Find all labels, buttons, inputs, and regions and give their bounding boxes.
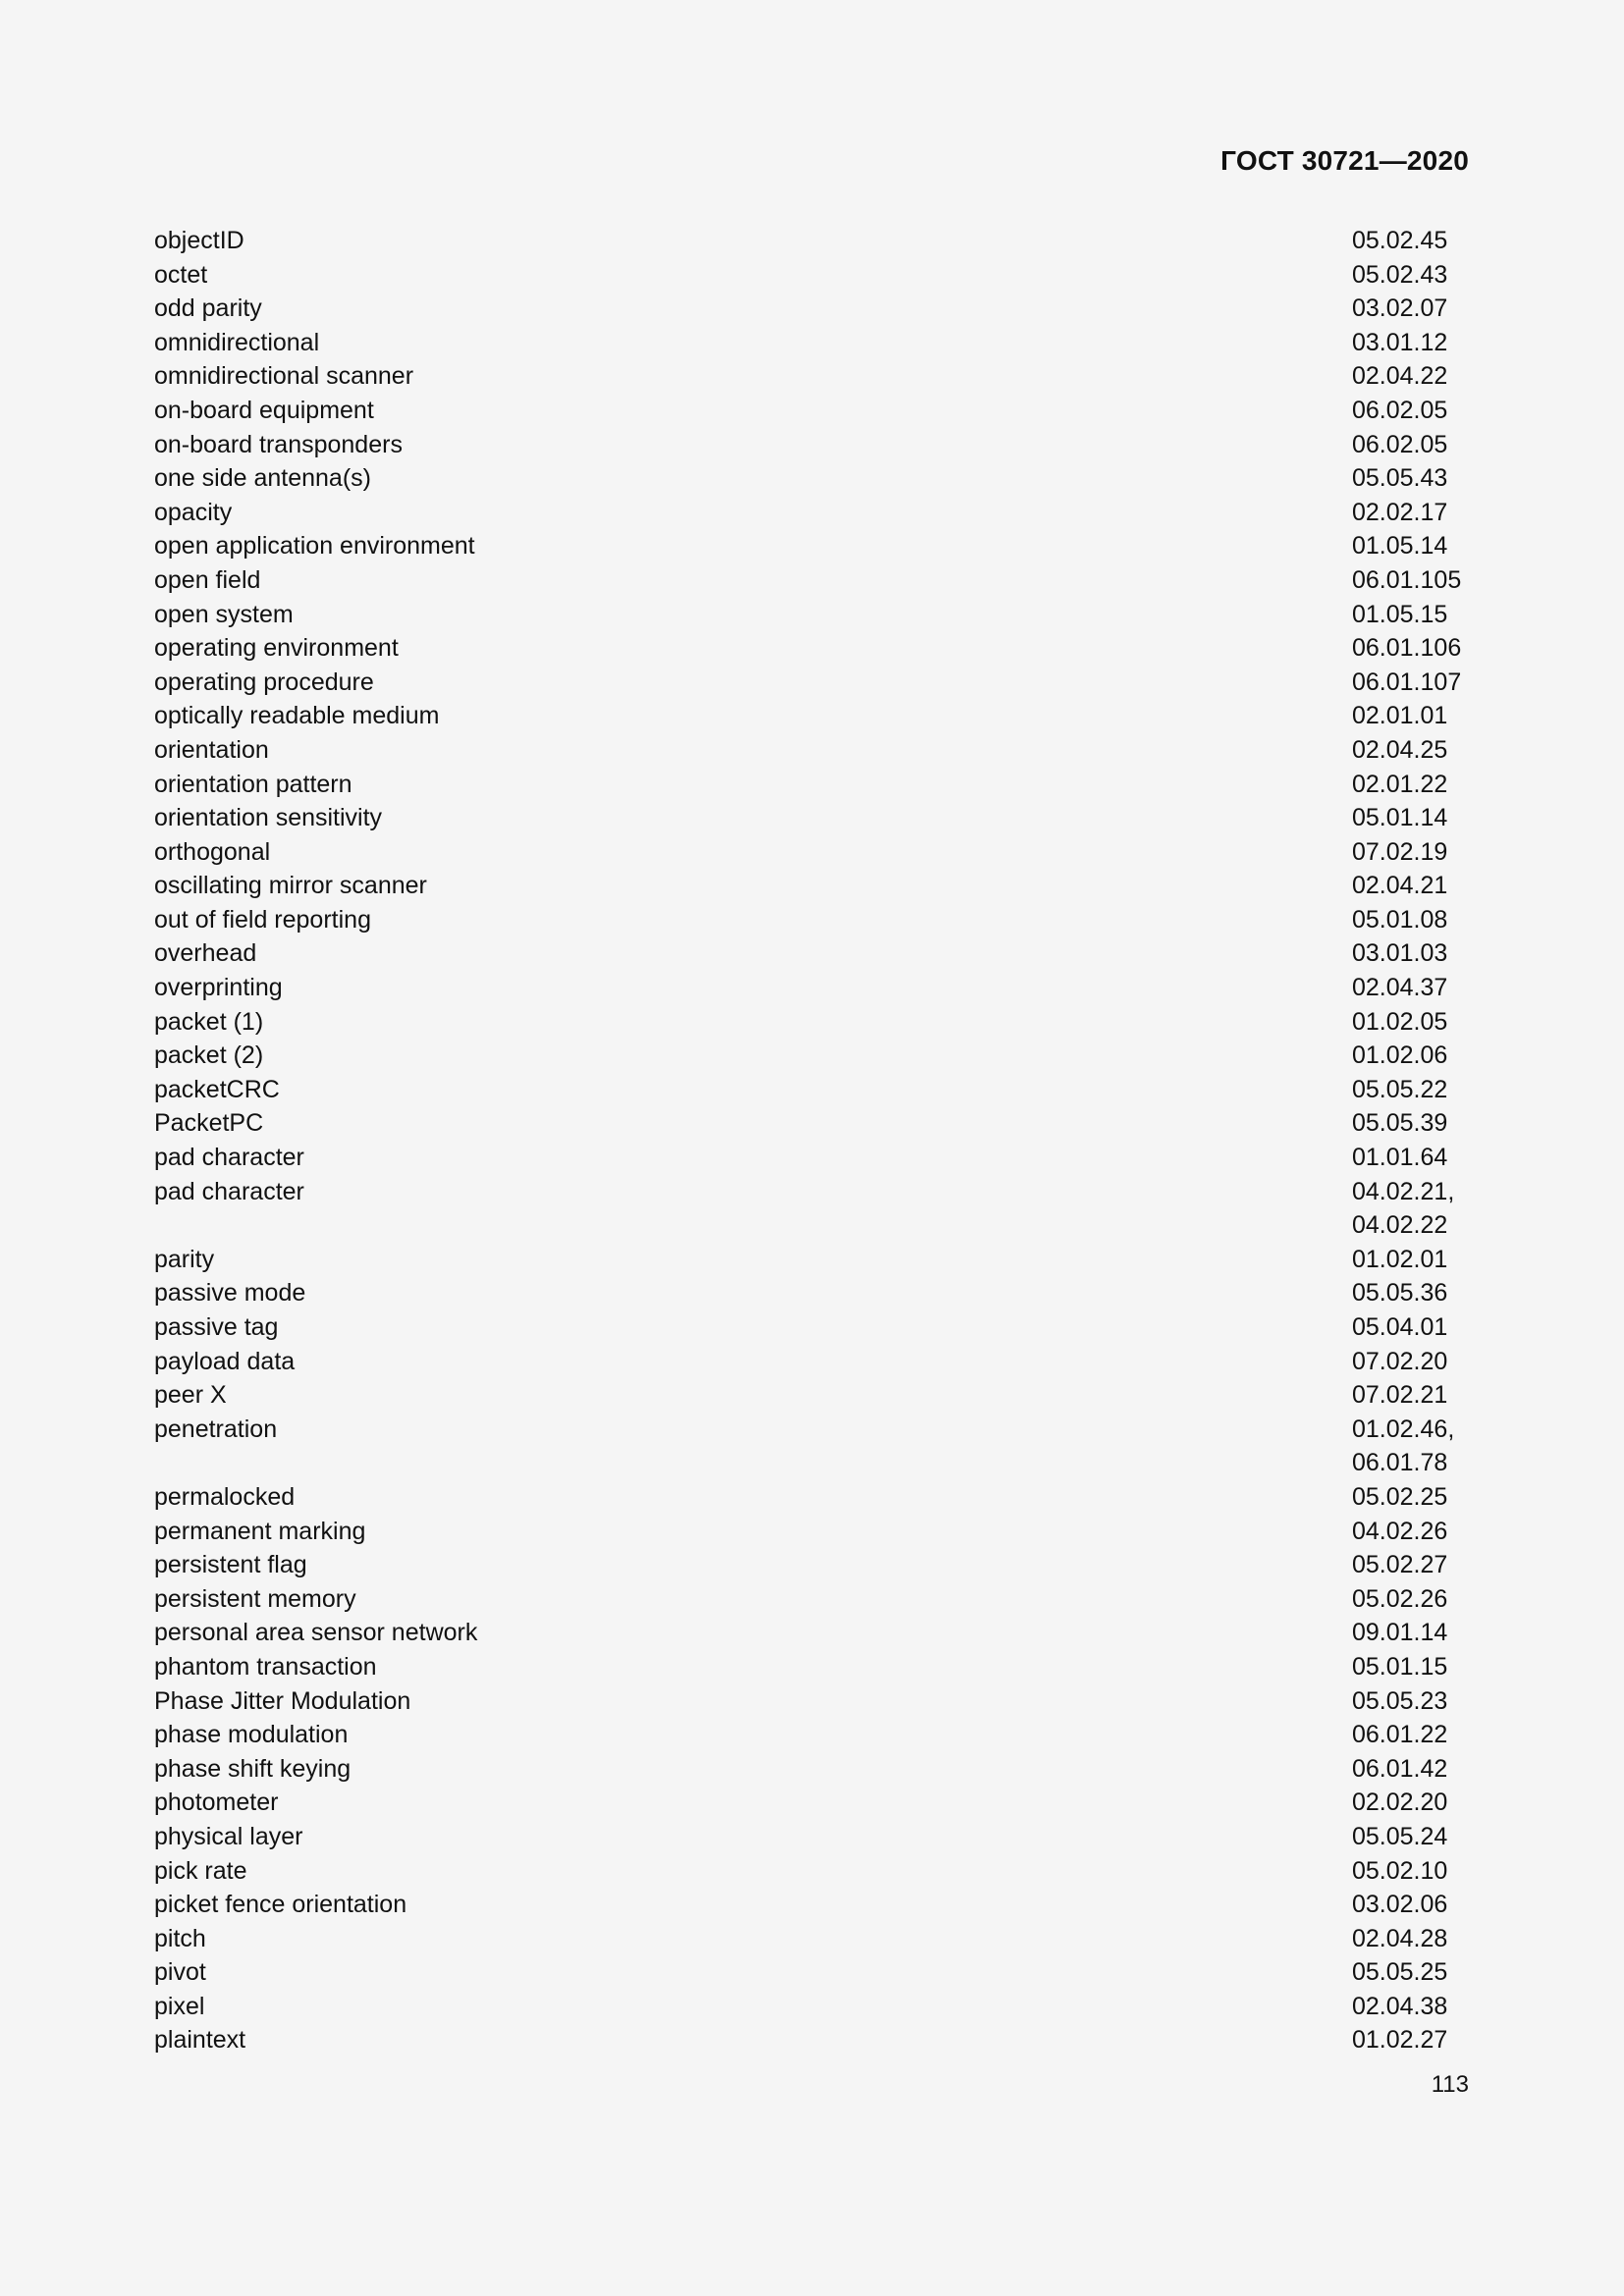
index-term: orthogonal [154, 837, 271, 866]
index-refs [1352, 768, 1470, 802]
index-entry [154, 1039, 1470, 1073]
index-refs [1352, 326, 1470, 360]
index-ref: 06.01.105 [1352, 565, 1462, 594]
index-entry [154, 971, 1470, 1005]
index-entry [154, 2023, 1470, 2057]
index-refs [1352, 971, 1470, 1005]
index-ref: 03.01.03 [1352, 939, 1448, 968]
index-refs [1352, 529, 1470, 563]
index-term: optically readable medium [154, 702, 440, 730]
index-ref: 02.04.25 [1352, 735, 1448, 764]
index-refs [1352, 2023, 1470, 2057]
index-refs [1352, 1310, 1470, 1345]
index-term: operating environment [154, 634, 399, 663]
index-ref: 05.02.43 [1352, 260, 1448, 289]
index-refs [1352, 1005, 1470, 1040]
index-refs [1352, 1243, 1470, 1277]
index-refs [1352, 1073, 1470, 1107]
index-ref: 05.05.24 [1352, 1822, 1448, 1850]
index-term: personal area sensor network [154, 1619, 478, 1647]
index-term: plaintext [154, 2026, 246, 2055]
index-term: overprinting [154, 974, 283, 1002]
index-refs [1352, 666, 1470, 700]
index-term: permalocked [154, 1482, 296, 1511]
index-entry [154, 1820, 1470, 1854]
index-refs [1352, 1718, 1470, 1752]
index-entry [154, 563, 1470, 598]
document-code: ГОСТ 30721—2020 [1220, 145, 1469, 176]
index-refs [1352, 936, 1470, 971]
index-entry [154, 1650, 1470, 1684]
index-refs [1352, 1345, 1470, 1379]
index-term: permanent marking [154, 1517, 366, 1545]
index-entry [154, 1616, 1470, 1650]
index-term: peer X [154, 1381, 227, 1410]
index-ref: 02.04.21 [1352, 872, 1448, 900]
index-entry [154, 1141, 1470, 1175]
index-term: one side antenna(s) [154, 464, 371, 493]
index-entry [154, 598, 1470, 632]
index-entry [154, 359, 1470, 394]
index-entry [154, 1888, 1470, 1922]
index-ref: 07.02.19 [1352, 837, 1448, 866]
index-refs [1352, 1752, 1470, 1787]
index-term: oscillating mirror scanner [154, 872, 427, 900]
index-term: payload data [154, 1347, 296, 1375]
index-ref: 03.02.07 [1352, 294, 1448, 323]
index-term: on-board transponders [154, 430, 403, 458]
index-refs [1352, 1820, 1470, 1854]
index-entry [154, 835, 1470, 870]
index-refs [1352, 1548, 1470, 1582]
index-term: parity [154, 1245, 215, 1273]
index-refs [1352, 835, 1470, 870]
index-refs [1352, 292, 1470, 326]
index-term: omnidirectional [154, 328, 320, 356]
index-ref: 05.02.26 [1352, 1584, 1448, 1613]
index-ref: 01.02.27 [1352, 2026, 1448, 2055]
index-entry [154, 292, 1470, 326]
index-entry [154, 1786, 1470, 1820]
index-entry [154, 258, 1470, 293]
index-ref: 06.02.05 [1352, 430, 1448, 458]
index-ref: 06.01.22 [1352, 1721, 1448, 1749]
index-refs [1352, 1922, 1470, 1956]
index-entry [154, 1515, 1470, 1549]
index-ref: 01.02.01 [1352, 1245, 1448, 1273]
index-ref: 01.02.06 [1352, 1041, 1448, 1070]
index-entry [154, 1005, 1470, 1040]
index-entry [154, 1922, 1470, 1956]
index-ref: 05.01.14 [1352, 804, 1448, 832]
index-entry [154, 224, 1470, 258]
index-entry [154, 1955, 1470, 1990]
index-entry [154, 1310, 1470, 1345]
index-refs [1352, 496, 1470, 530]
index-ref: 05.01.15 [1352, 1652, 1448, 1681]
index-term: pivot [154, 1958, 206, 1987]
index-term: phase shift keying [154, 1754, 352, 1783]
index-refs [1352, 598, 1470, 632]
index-refs [1352, 1378, 1470, 1413]
index-refs [1352, 1515, 1470, 1549]
index-term: overhead [154, 939, 257, 968]
index-term: orientation sensitivity [154, 804, 383, 832]
index-term: pick rate [154, 1856, 247, 1885]
index-entry [154, 699, 1470, 733]
index-ref: 05.01.08 [1352, 905, 1448, 934]
index-term: pitch [154, 1924, 206, 1952]
index-term: penetration [154, 1415, 278, 1443]
index-ref: 09.01.14 [1352, 1619, 1448, 1647]
index-ref: 05.02.45 [1352, 227, 1448, 254]
index-entry [154, 1276, 1470, 1310]
index-refs [1352, 359, 1470, 394]
index-refs [1352, 1888, 1470, 1922]
index-ref: 06.01.106 [1352, 634, 1462, 663]
index-ref: 04.02.21, [1352, 1177, 1455, 1205]
index-entry [154, 1243, 1470, 1277]
index-ref: 05.04.01 [1352, 1313, 1448, 1341]
index-refs [1352, 1990, 1470, 2024]
index-refs [1352, 801, 1470, 835]
index-ref: 02.01.22 [1352, 770, 1448, 798]
index-ref: 03.02.06 [1352, 1891, 1448, 1919]
index-term: open field [154, 565, 261, 594]
index-refs [1352, 1039, 1470, 1073]
index-refs [1352, 903, 1470, 937]
index-refs [1352, 869, 1470, 903]
index-term: phase modulation [154, 1721, 349, 1749]
index-ref: 05.02.10 [1352, 1856, 1448, 1885]
index-term: physical layer [154, 1822, 303, 1850]
index-ref: 06.01.42 [1352, 1754, 1448, 1783]
index-entry [154, 1718, 1470, 1752]
index-refs [1352, 631, 1470, 666]
index-term: out of field reporting [154, 905, 371, 934]
index-refs [1352, 1480, 1470, 1515]
index-term: passive tag [154, 1313, 279, 1341]
index-refs [1352, 1786, 1470, 1820]
index-entry [154, 1480, 1470, 1515]
index-ref: 05.05.39 [1352, 1109, 1448, 1138]
index-entry [154, 1752, 1470, 1787]
index-term: phantom transaction [154, 1652, 377, 1681]
index-ref: 05.02.25 [1352, 1482, 1448, 1511]
index-ref: 05.02.27 [1352, 1551, 1448, 1579]
index-ref: 02.04.37 [1352, 974, 1448, 1002]
index-term: passive mode [154, 1279, 306, 1308]
index-ref: 02.02.20 [1352, 1789, 1448, 1817]
index-term: photometer [154, 1789, 279, 1817]
index-ref: 01.01.64 [1352, 1144, 1448, 1172]
index-term: pixel [154, 1992, 205, 2020]
index-term: odd parity [154, 294, 262, 323]
index-ref: 02.01.01 [1352, 702, 1448, 730]
index-refs [1352, 258, 1470, 293]
index-term: operating procedure [154, 667, 374, 696]
index-entry [154, 1345, 1470, 1379]
term-index-list [154, 224, 1470, 2057]
index-ref: 05.05.23 [1352, 1686, 1448, 1715]
index-refs [1352, 394, 1470, 428]
index-entry [154, 529, 1470, 563]
index-refs [1352, 1141, 1470, 1175]
index-term: persistent memory [154, 1584, 356, 1613]
index-refs [1352, 563, 1470, 598]
index-refs [1352, 428, 1470, 462]
index-refs [1352, 1616, 1470, 1650]
index-ref: 06.01.78 [1352, 1449, 1448, 1477]
index-entry [154, 733, 1470, 768]
index-ref: 02.04.38 [1352, 1992, 1448, 2020]
index-entry [154, 1073, 1470, 1107]
index-entry [154, 394, 1470, 428]
index-ref: 01.02.46, [1352, 1415, 1455, 1443]
index-entry [154, 1990, 1470, 2024]
index-refs [1352, 1684, 1470, 1719]
index-entry [154, 496, 1470, 530]
index-refs [1352, 224, 1470, 258]
index-term: open application environment [154, 532, 475, 561]
page-number: 113 [1431, 2071, 1469, 2098]
index-entry [154, 768, 1470, 802]
index-ref: 06.01.107 [1352, 667, 1462, 696]
index-entry [154, 869, 1470, 903]
index-ref: 04.02.22 [1352, 1211, 1448, 1240]
index-refs [1352, 1106, 1470, 1141]
index-term: on-board equipment [154, 396, 374, 424]
index-entry [154, 1684, 1470, 1719]
index-entry [154, 666, 1470, 700]
index-ref: 05.05.43 [1352, 464, 1448, 493]
index-ref: 04.02.26 [1352, 1517, 1448, 1545]
index-term: opacity [154, 498, 233, 526]
index-entry [154, 631, 1470, 666]
index-refs [1352, 1854, 1470, 1889]
index-term: PacketPC [154, 1109, 264, 1138]
index-entry [154, 326, 1470, 360]
index-ref: 07.02.20 [1352, 1347, 1448, 1375]
index-ref: 01.05.15 [1352, 600, 1448, 628]
index-term: orientation pattern [154, 770, 352, 798]
index-entry [154, 936, 1470, 971]
index-term: objectID [154, 227, 244, 254]
index-entry [154, 1378, 1470, 1413]
index-term: pad character [154, 1144, 304, 1172]
index-term: packetCRC [154, 1075, 280, 1103]
index-term: Phase Jitter Modulation [154, 1686, 411, 1715]
index-entry [154, 1106, 1470, 1141]
index-entry [154, 1175, 1470, 1243]
index-ref: 03.01.12 [1352, 328, 1448, 356]
index-ref: 05.05.36 [1352, 1279, 1448, 1308]
index-term: open system [154, 600, 294, 628]
index-entry [154, 1413, 1470, 1480]
index-ref: 06.02.05 [1352, 396, 1448, 424]
index-entry [154, 903, 1470, 937]
index-entry [154, 1548, 1470, 1582]
index-ref: 05.05.22 [1352, 1075, 1448, 1103]
index-term: packet (2) [154, 1041, 264, 1070]
index-refs [1352, 1175, 1470, 1243]
index-ref: 01.02.05 [1352, 1007, 1448, 1036]
index-refs [1352, 733, 1470, 768]
index-term: omnidirectional scanner [154, 362, 414, 391]
index-ref: 02.04.28 [1352, 1924, 1448, 1952]
index-refs [1352, 699, 1470, 733]
index-term: packet (1) [154, 1007, 264, 1036]
index-term: persistent flag [154, 1551, 307, 1579]
index-entry [154, 428, 1470, 462]
index-refs [1352, 1582, 1470, 1617]
index-ref: 02.02.17 [1352, 498, 1448, 526]
index-ref: 01.05.14 [1352, 532, 1448, 561]
index-ref: 05.05.25 [1352, 1958, 1448, 1987]
index-term: picket fence orientation [154, 1891, 407, 1919]
index-refs [1352, 461, 1470, 496]
index-ref: 02.04.22 [1352, 362, 1448, 391]
index-ref: 07.02.21 [1352, 1381, 1448, 1410]
index-refs [1352, 1650, 1470, 1684]
index-entry [154, 1582, 1470, 1617]
index-term: pad character [154, 1177, 304, 1205]
index-entry [154, 461, 1470, 496]
index-refs [1352, 1276, 1470, 1310]
index-entry [154, 1854, 1470, 1889]
index-term: octet [154, 260, 208, 289]
index-term: orientation [154, 735, 269, 764]
index-refs [1352, 1413, 1470, 1480]
index-entry [154, 801, 1470, 835]
index-refs [1352, 1955, 1470, 1990]
